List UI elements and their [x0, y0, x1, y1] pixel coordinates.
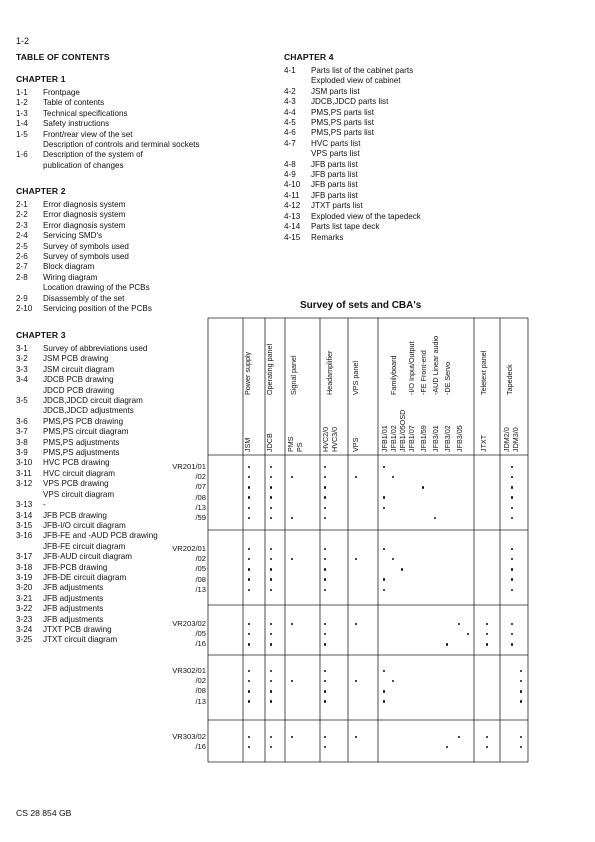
toc-entry-title: PMS,PS PCB drawing: [43, 416, 124, 426]
toc-entry-number: 1-6: [16, 150, 28, 160]
toc-entry-title: VPS circuit diagram: [43, 489, 115, 499]
toc-entry-title: JSM PCB drawing: [43, 354, 109, 364]
toc-entry-number: 3-25: [16, 635, 33, 645]
toc-entry-number: 2-2: [16, 210, 28, 220]
column-board-label: JFB1/05OSD: [398, 409, 407, 452]
set-version-label: /02: [195, 472, 206, 482]
set-version-label: /02: [195, 554, 206, 564]
toc-entry-title: Survey of abbreviations used: [43, 344, 148, 353]
toc-entry-number: 1-1: [16, 88, 28, 97]
toc-entry-number: 4-11: [284, 190, 300, 200]
toc-entry-number: 3-3: [16, 364, 28, 374]
toc-entry-title: Technical specifications: [43, 108, 128, 118]
toc-entry-number: 3-22: [16, 604, 33, 614]
set-version-label: VR302/01: [172, 666, 206, 675]
toc-entry-title: JFB-AUD circuit diagram: [43, 552, 133, 562]
toc-entry-number: 3-12: [16, 479, 33, 489]
toc-entry-number: 3-6: [16, 416, 28, 426]
toc-entry-title: JTXT parts list: [311, 201, 363, 211]
toc-entry-title: Table of contents: [43, 98, 105, 108]
set-version-label: /08: [195, 492, 206, 502]
set-version-label: VR201/01: [172, 462, 206, 471]
toc-entry-number: 3-1: [16, 344, 28, 353]
toc-entry-title: Exploded view of the tapedeck: [311, 211, 421, 221]
column-board-label: JFB1/02: [389, 425, 398, 452]
toc-entry-number: 3-24: [16, 624, 33, 634]
toc-entry-number: 4-6: [284, 128, 296, 138]
column-function-label: Teletext panel: [479, 350, 488, 395]
footer-code: CS 28 854 GB: [16, 808, 72, 818]
toc-entry-number: 2-4: [16, 231, 28, 241]
survey-title: Survey of sets and CBA's: [300, 300, 422, 311]
toc-entry-title: PMS,PS parts list: [311, 128, 374, 138]
toc-entry-number: 1-2: [16, 98, 28, 108]
toc-entry-title: JTXT circuit diagram: [43, 635, 118, 645]
toc-entry-number: 4-13: [284, 211, 301, 221]
toc-entry-title: Remarks: [311, 232, 344, 242]
set-version-label: /02: [195, 676, 206, 686]
column-function-label: Operating panel: [265, 343, 274, 395]
column-board-label: JFB3/02: [443, 425, 452, 452]
toc-entry-number: 2-6: [16, 252, 28, 262]
toc-entry-number: 3-21: [16, 593, 33, 603]
toc-entry-title: JSM circuit diagram: [43, 364, 115, 374]
toc-entry-title: JFB adjustments: [43, 583, 104, 593]
toc-entry-number: 3-20: [16, 583, 33, 593]
toc-entry-number: 3-7: [16, 427, 28, 437]
toc-entry-title: JFB-I/O circuit diagram: [43, 520, 126, 530]
column-board-label: VPS: [351, 437, 360, 452]
column-board-label: JDCB: [265, 433, 274, 452]
set-version-label: /08: [195, 574, 206, 584]
toc-entry-number: 3-14: [16, 510, 33, 520]
toc-entry-title: Error diagnosis system: [43, 210, 126, 220]
toc-entry-number: 2-3: [16, 220, 28, 230]
toc-entry-number: 4-7: [284, 138, 296, 148]
column-function-label: Tapedeck: [505, 364, 514, 395]
toc-entry-number: 4-5: [284, 118, 296, 128]
toc-entry-title: Disassembly of the set: [43, 293, 125, 303]
toc-entry-title: VPS PCB drawing: [43, 479, 109, 489]
toc-entry-number: 4-4: [284, 107, 296, 117]
column-board-label: JSM: [243, 437, 252, 452]
column-function-label: -DE Servo: [443, 361, 452, 395]
toc-entry-number: 3-8: [16, 437, 28, 447]
toc-entry-title: JFB parts list: [311, 190, 358, 200]
toc-entry-number: 4-2: [284, 86, 296, 96]
toc-entry-title: HVC parts list: [311, 138, 361, 148]
column-board-label: JFB1/01: [380, 425, 389, 452]
toc-entry-title: Front/rear view of the set: [43, 129, 133, 139]
set-version-label: /05: [195, 629, 206, 639]
set-version-label: VR303/02: [172, 732, 206, 741]
toc-entry-title: PMS,PS circuit diagram: [43, 427, 129, 437]
toc-entry-title: Safety instructions: [43, 119, 110, 129]
toc-entry-number: 4-12: [284, 201, 301, 211]
set-version-label: /05: [195, 564, 206, 574]
toc-entry-number: 3-9: [16, 448, 28, 458]
toc-entry-title: JFB parts list: [311, 170, 358, 180]
chapter-heading: CHAPTER 2: [16, 186, 66, 196]
column-board-label: JDM3/0: [511, 427, 520, 452]
set-version-label: /16: [195, 639, 206, 649]
toc-entry-title: JFB adjustments: [43, 604, 104, 614]
toc-entry-title: publication of changes: [43, 160, 124, 170]
column-board-label: JDM2/0: [502, 427, 511, 452]
toc-entry-number: 3-4: [16, 375, 28, 385]
toc-entry-number: 2-9: [16, 293, 28, 303]
toc-entry-number: 3-11: [16, 468, 32, 478]
toc-entry-number: 3-16: [16, 531, 33, 541]
column-function-label: -AUD Linear audio: [431, 335, 440, 395]
toc-entry-title: PMS,PS parts list: [311, 118, 374, 128]
toc-entry-title: JFB-DE circuit diagram: [43, 572, 127, 582]
column-function-label: Headamplifier: [325, 350, 334, 395]
column-function-label: -I/O Input/Output: [407, 341, 416, 395]
column-board-label: JFB3/01: [431, 425, 440, 452]
toc-entry-number: 3-17: [16, 552, 33, 562]
column-function-label: Familyboard: [389, 355, 398, 395]
column-board-label: JFB1/07: [407, 425, 416, 452]
toc-entry-title: JFB adjustments: [43, 593, 104, 603]
toc-entry-title: JFB-FE and -AUD PCB drawing: [43, 531, 158, 541]
toc-entry-title: JFB adjustments: [43, 614, 104, 624]
toc-entry-title: Description of the system of: [43, 150, 143, 160]
column-board-label: HVC2/0: [321, 426, 330, 452]
toc-entry-number: 2-1: [16, 200, 28, 209]
toc-entry-number: 4-14: [284, 222, 301, 232]
toc-entry-title: JTXT PCB drawing: [43, 624, 112, 634]
toc-entry-number: 2-10: [16, 304, 33, 314]
toc-entry-title: Survey of symbols used: [43, 252, 129, 262]
column-function-label: -FE Front-end: [419, 350, 428, 395]
toc-entry-title: HVC PCB drawing: [43, 458, 110, 468]
toc-entry-number: 4-15: [284, 232, 301, 242]
toc-entry-number: 1-4: [16, 119, 28, 129]
set-version-label: /08: [195, 686, 206, 696]
toc-entry-title: JDCB,JDCD circuit diagram: [43, 396, 143, 406]
toc-entry-title: Block diagram: [43, 262, 95, 272]
toc-entry-title: Parts list tape deck: [311, 222, 380, 232]
toc-heading: TABLE OF CONTENTS: [16, 52, 110, 62]
toc-entry-title: Servicing position of the PCBs: [43, 304, 152, 314]
set-version-label: /13: [195, 502, 206, 512]
column-board-label: HVC3/0: [330, 426, 339, 452]
column-function-label: Power supply: [243, 351, 252, 395]
set-version-label: VR202/01: [172, 544, 206, 553]
toc-entry-number: 3-23: [16, 614, 33, 624]
column-board-label: JTXT: [479, 434, 488, 452]
toc-entry-number: 4-10: [284, 180, 301, 190]
set-version-label: /16: [195, 742, 206, 752]
toc-entry-number: 2-8: [16, 272, 28, 282]
column-board-label: PS: [295, 442, 304, 452]
set-version-label: VR203/02: [172, 619, 206, 628]
toc-entry-title: JFB parts list: [311, 180, 358, 190]
toc-entry-title: JDCD PCB drawing: [43, 385, 115, 395]
toc-entry-title: JFB parts list: [311, 159, 358, 169]
set-version-label: /59: [195, 513, 206, 522]
toc-entry-title: Error diagnosis system: [43, 220, 126, 230]
toc-entry-number: 4-1: [284, 66, 296, 75]
toc-entry-number: 1-5: [16, 129, 28, 139]
toc-entry-number: 4-3: [284, 97, 296, 107]
toc-entry-number: 3-15: [16, 520, 33, 530]
chapter-heading: CHAPTER 1: [16, 74, 66, 84]
toc-entry-number: 2-5: [16, 241, 28, 251]
column-board-label: JFB3/05: [455, 425, 464, 452]
toc-entry-title: Servicing SMD's: [43, 231, 103, 241]
set-version-label: /13: [195, 696, 206, 706]
toc-entry-number: 3-5: [16, 396, 28, 406]
toc-entry-number: 3-10: [16, 458, 33, 468]
toc-entry-title: JFB-FE circuit diagram: [43, 541, 126, 551]
toc-entry-title: JSM parts list: [311, 86, 360, 96]
toc-entry-number: 3-13: [16, 500, 33, 510]
toc-entry-title: Exploded view of cabinet: [311, 76, 401, 86]
toc-entry-number: 3-18: [16, 562, 33, 572]
toc-entry-title: -: [43, 500, 46, 510]
chapter-heading: CHAPTER 3: [16, 330, 66, 340]
toc-entry-title: PMS,PS adjustments: [43, 448, 120, 458]
toc-entry-title: JFB PCB drawing: [43, 510, 107, 520]
toc-entry-number: 3-19: [16, 572, 33, 582]
toc-entry-number: 1-3: [16, 108, 28, 118]
toc-entry-number: 3-2: [16, 354, 28, 364]
toc-entry-title: Location drawing of the PCBs: [43, 283, 150, 293]
toc-entry-title: HVC circuit diagram: [43, 468, 115, 478]
set-version-label: /07: [195, 482, 206, 492]
toc-entry-title: Wiring diagram: [43, 272, 98, 282]
column-function-label: Signal panel: [289, 355, 298, 395]
toc-entry-title: PMS,PS parts list: [311, 107, 374, 117]
toc-entry-title: Error diagnosis system: [43, 200, 126, 209]
column-board-label: PMS: [286, 436, 295, 452]
column-board-label: JFB1/59: [419, 425, 428, 452]
toc-entry-title: JFB-PCB drawing: [43, 562, 108, 572]
toc-entry-number: 2-7: [16, 262, 28, 272]
set-version-label: /13: [195, 584, 206, 594]
column-function-label: VPS panel: [351, 361, 360, 395]
toc-entry-title: VPS parts list: [311, 149, 360, 159]
page-number: 1-2: [16, 36, 30, 46]
toc-entry-title: Frontpage: [43, 88, 80, 97]
toc-entry-title: JDCB,JDCD adjustments: [43, 406, 134, 416]
toc-entry-title: Survey of symbols used: [43, 241, 129, 251]
chapter-heading: CHAPTER 4: [284, 52, 334, 62]
toc-entry-title: JDCB PCB drawing: [43, 375, 114, 385]
toc-entry-title: Description of controls and terminal sockets: [43, 140, 200, 150]
toc-entry-number: 4-8: [284, 159, 296, 169]
toc-entry-title: JDCB,JDCD parts list: [311, 97, 389, 107]
toc-entry-title: Parts list of the cabinet parts: [311, 66, 414, 75]
toc-entry-title: PMS,PS adjustments: [43, 437, 120, 447]
toc-entry-number: 4-9: [284, 170, 296, 180]
